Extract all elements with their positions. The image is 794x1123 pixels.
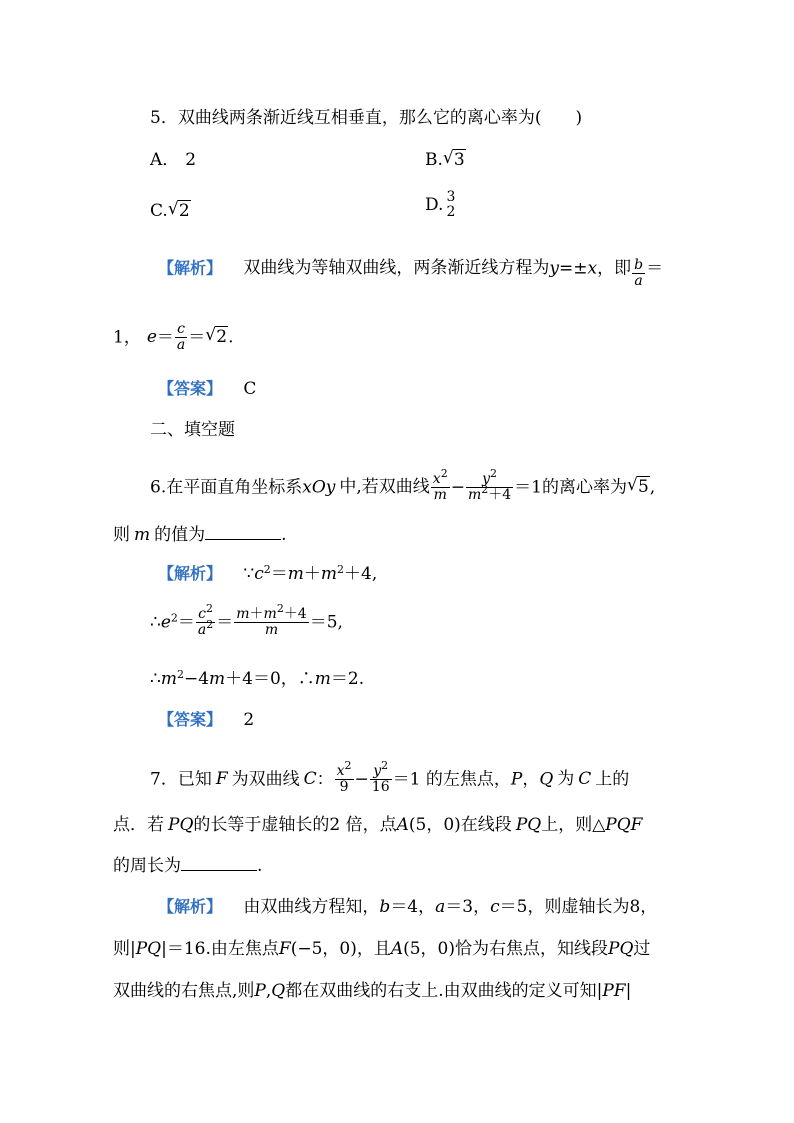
q5-option-b: [425, 152, 466, 169]
answer-tag: 【答案】: [158, 710, 223, 729]
q5-option-c: [150, 203, 191, 220]
sqrt-expression: √ 5: [627, 479, 650, 496]
answer-tag: 【答案】: [158, 379, 223, 398]
fraction-c2-over-a2: $\frac{c^2}{a^2}$: [197, 602, 214, 639]
fraction-x2-over-m: $\frac{x^2}{m}$: [432, 467, 448, 504]
q6-stem-line1: 6.在平面直角坐标系xOy 中,若双曲线 $\frac{x^2}{m}$ − $\frac{y^2}{m^2+4}$ ＝1的离心率为√ 5,: [150, 472, 655, 504]
analysis-tag: 【解析】: [158, 564, 223, 583]
q6-analysis-line3: $\therefore m^2-4m+4=0$，∴m＝2.: [150, 668, 365, 689]
q5-option-a: [150, 152, 196, 169]
fraction-c-over-a: $\frac{c}{a}$: [176, 321, 186, 354]
answer-value: 2: [243, 710, 255, 730]
analysis-tag: 【解析】: [158, 897, 223, 916]
q5-stem: 5．双曲线两条渐近线互相垂直，那么它的离心率为( ): [150, 108, 583, 128]
q5-answer: [158, 381, 256, 398]
analysis-tag: 【解析】: [158, 258, 223, 278]
answer-blank: [181, 870, 257, 871]
option-value: 2: [185, 150, 197, 170]
q7-analysis-line1: 【解析】 由双曲线方程知，b＝4，a＝3，c＝5，则虚轴长为8，: [158, 897, 658, 917]
fraction-y2-over-m2: $\frac{y^2}{m^2+4}$: [467, 467, 512, 504]
section-heading: 二、填空题: [150, 420, 235, 440]
fraction-x2-over-9: $\frac{x^2}{9}$: [336, 759, 352, 796]
fraction: 3 2: [446, 189, 456, 221]
q6-stem-line2: 则 m 的值为 .: [113, 525, 287, 545]
option-letter: A．: [150, 150, 180, 170]
q5-analysis-line2: 1， e＝ $\frac{c}{a}$ ＝√ 2.: [113, 322, 233, 354]
fraction-y2-over-16: $\frac{y^2}{16}$: [371, 759, 390, 796]
q7-analysis-line2: 则|PQ|＝16.由左焦点F(−5，0)，且A(5，0)恰为右焦点，知线段PQ过: [113, 939, 651, 959]
sqrt-expression: √ 2: [168, 203, 191, 220]
q7-stem-line3: 的周长为 .: [113, 856, 263, 876]
answer-value: C: [243, 379, 257, 399]
q7-stem-line2: 点．若 PQ的长等于虚轴长的2 倍，点A(5，0)在线段 PQ上，则△PQF: [113, 815, 643, 835]
answer-blank: [205, 539, 281, 540]
q6-analysis-line1: 【解析】 $\because c^2=m+m^2+4$,: [158, 563, 378, 584]
sqrt-expression: √ 3: [443, 152, 466, 169]
q7-analysis-line3: 双曲线的右焦点,则P,Q都在双曲线的右支上.由双曲线的定义可知|PF|: [113, 981, 632, 1001]
q5-analysis-line1: 【解析】 双曲线为等轴双曲线，两条渐近线方程为y=±x，即 $\frac{b}{a}$ ＝: [158, 257, 664, 290]
q6-analysis-line2: $\therefore e^2=$ $\frac{c^2}{a^2}$ ＝ $\frac{m+m^2+4}{m}$ ＝5,: [150, 602, 343, 639]
q5-option-d: [425, 190, 458, 221]
option-letter: D.: [425, 194, 444, 215]
sqrt-expression: √ 2: [205, 329, 228, 346]
fraction-b-over-a: $\frac{b}{a}$: [634, 257, 644, 290]
option-letter: B.: [425, 150, 443, 170]
fraction-m-expression: $\frac{m+m^2+4}{m}$: [236, 602, 307, 639]
option-letter: C.: [150, 201, 168, 221]
q7-stem-line1: 7．已知 F 为双曲线 C： $\frac{x^2}{9}$ − $\frac{y^2}{16}$ ＝1 的左焦点，P，Q 为 C 上的: [150, 759, 630, 796]
q6-answer: [158, 712, 254, 729]
